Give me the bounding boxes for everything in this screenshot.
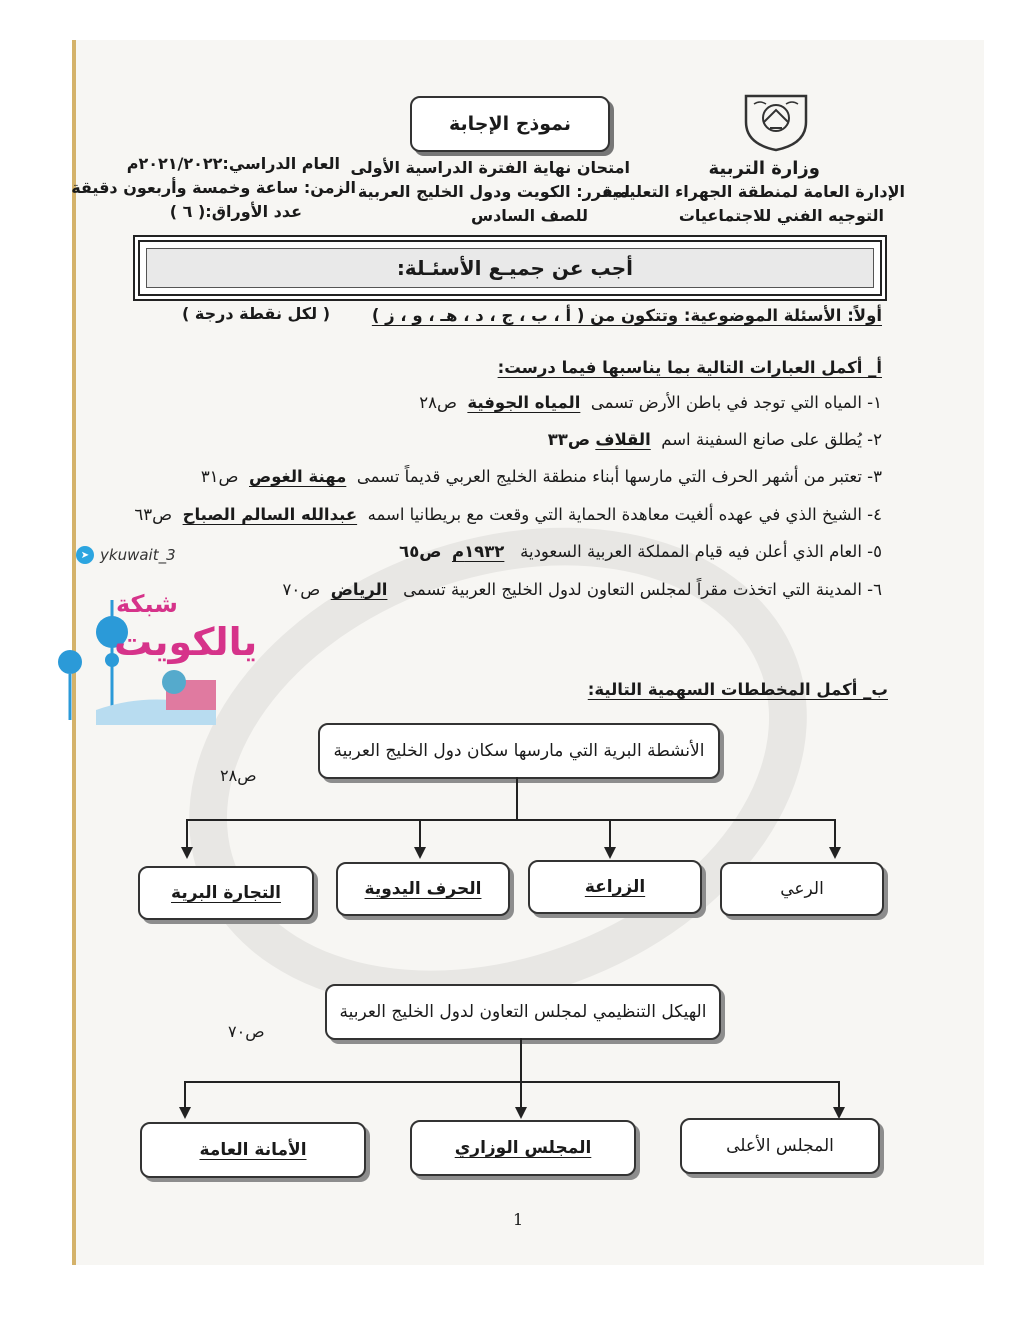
diagram2-page-ref: ص٧٠ (228, 1022, 265, 1041)
arrow-icon (515, 1107, 527, 1119)
question-row (201, 467, 882, 486)
ministry-name: وزارة التربية (708, 158, 820, 179)
question-row (548, 430, 882, 449)
mark-note: ( لكل نقطة درجة ) (182, 304, 330, 323)
part-b-title: ب_ أكمل المخططات السهمية التالية: (587, 680, 888, 699)
arrow-icon (604, 847, 616, 859)
answer-text: الرياض (330, 580, 388, 599)
answer-model-title (410, 96, 610, 152)
connector (838, 1081, 840, 1109)
exam-duration: الزمن: ساعة وخمسة وأربعون دقيقة (71, 178, 356, 197)
diagram1-child (720, 862, 884, 916)
diagram1-page-ref: ص٢٨ (220, 766, 257, 785)
answer-text: عبدالله السالم الصباح (182, 505, 358, 524)
page-ref: ص٣٣ (547, 430, 591, 449)
diagram2-child (410, 1120, 636, 1176)
instruction-banner (138, 240, 882, 296)
connector (184, 1081, 839, 1083)
arrow-icon (414, 847, 426, 859)
diagram2-child-label: المجلس الوزاري (454, 1138, 592, 1158)
page-ref: ص٦٥ (399, 542, 442, 561)
exam-title: امتحان نهاية الفترة الدراسية الأولى (350, 158, 630, 177)
answer-text: القلاف (595, 430, 651, 449)
question-row (134, 505, 882, 524)
answer-text: المياه الجوفية (467, 393, 581, 412)
sheet-count: عدد الأوراق:( ٦ ) (169, 202, 302, 221)
answer-model-label: نموذج الإجابة (449, 113, 571, 135)
part-a-title: أ_ أكمل العبارات التالية بما يناسبها فيما درست: (497, 358, 882, 377)
directorate-name: الإدارة العامة لمنطقة الجهراء التعليمية (602, 182, 905, 201)
telegram-handle (76, 546, 176, 564)
page-ref: ص٢٨ (419, 393, 457, 412)
diagram2-root (325, 984, 721, 1040)
connector (186, 819, 188, 849)
connector (184, 1081, 186, 1109)
diagram2-root-label: الهيكل التنظيمي لمجلس التعاون لدول الخليج العربية (339, 1002, 707, 1022)
connector (419, 819, 421, 849)
arrow-icon (181, 847, 193, 859)
question-text: ١- المياه التي توجد في باطن الأرض تسمى (590, 393, 882, 412)
page-ref: ص٣١ (200, 467, 239, 486)
arrow-icon (179, 1107, 191, 1119)
diagram2-child-label: الأمانة العامة (199, 1140, 307, 1160)
diagram1-root-label: الأنشطة البرية التي مارسها سكان دول الخليج العربية (333, 741, 705, 761)
question-text: ٣- تعتبر من أشهر الحرف التي مارسها أبناء منطقة الخليج العربي قديماً تسمى (356, 467, 882, 486)
diagram1-child-label: التجارة البرية (171, 883, 281, 903)
course-name: لمقرر: الكويت ودول الخليج العربية (357, 182, 630, 201)
question-row (283, 580, 882, 599)
connector (516, 777, 518, 820)
question-text: ٦- المدينة التي اتخذت مقراً لمجلس التعاون لدول الخليج العربية تسمى (403, 580, 882, 599)
page-ref: ص٦٣ (134, 505, 173, 524)
connector (609, 819, 611, 849)
page-number: 1 (513, 1210, 524, 1229)
diagram2-child-label: المجلس الأعلى (726, 1136, 834, 1156)
question-row (399, 542, 882, 561)
section1-title: أولاً: الأسئلة الموضوعية: وتتكون من ( أ ، ب ، ج ، د ، هـ ، و ، ز ) (371, 306, 882, 325)
connector (520, 1038, 522, 1082)
answer-text: ١٩٣٢م (451, 542, 505, 561)
brand-logo (56, 590, 258, 740)
page-ref: ص٧٠ (282, 580, 321, 599)
ministry-emblem-icon (740, 92, 812, 152)
connector (520, 1082, 522, 1109)
diagram1-root (318, 723, 720, 779)
diagram1-child (528, 860, 702, 914)
diagram1-child (336, 862, 510, 916)
brand-line1: شبكة (116, 590, 178, 618)
connector (834, 819, 836, 849)
question-row (419, 393, 882, 412)
diagram2-child (680, 1118, 880, 1174)
academic-year: العام الدراسي:٢٠٢١/٢٠٢٢م (126, 154, 340, 173)
question-text: ٤- الشيخ الذي في عهده ألغيت معاهدة الحماية التي وقعت مع بريطانيا اسمه (367, 505, 882, 524)
diagram1-child-label: الحرف اليدوية (364, 879, 482, 899)
telegram-handle-text: ykuwait_3 (100, 546, 176, 564)
telegram-icon: ➤ (76, 546, 94, 564)
answer-text: مهنة الغوص (249, 467, 347, 486)
diagram1-child-label: الرعي (780, 879, 824, 899)
diagram2-child (140, 1122, 366, 1178)
instruction-text: أجب عن جميـع الأسئـلة: (396, 256, 633, 280)
brand-line2: يالكويت (114, 620, 258, 664)
grade-name: للصف السادس (471, 206, 588, 225)
arrow-icon (829, 847, 841, 859)
question-text: ٥- العام الذي أعلن فيه قيام المملكة العربية السعودية (520, 542, 882, 561)
question-text: ٢- يُطلق على صانع السفينة اسم (661, 430, 882, 449)
diagram1-child-label: الزراعة (584, 877, 646, 897)
diagram1-child (138, 866, 314, 920)
connector (186, 819, 835, 821)
supervision-name: التوجيه الفني للاجتماعيات (678, 206, 884, 225)
